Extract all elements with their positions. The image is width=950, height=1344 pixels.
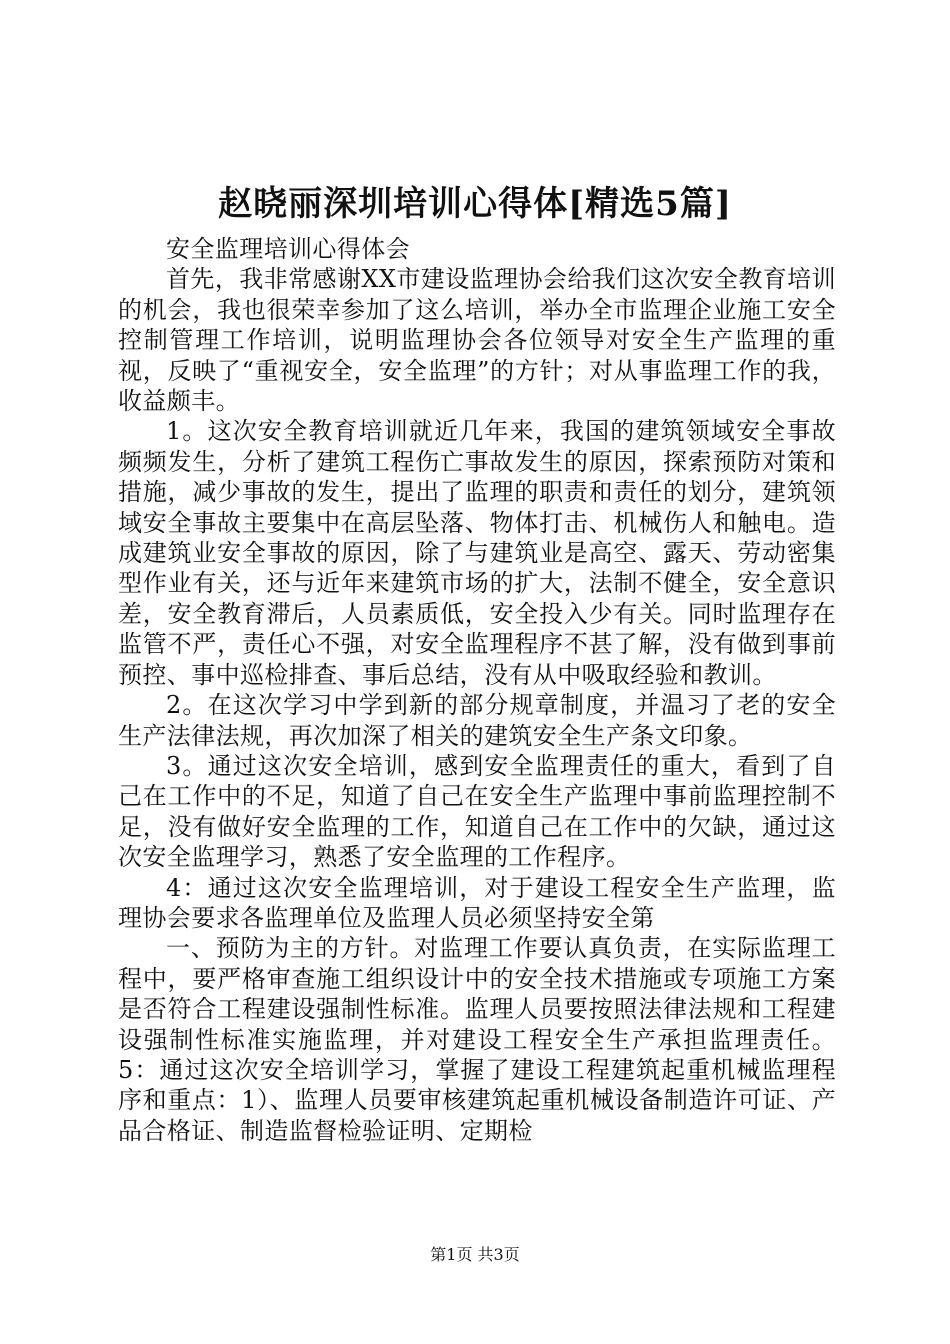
- paragraph: 首先，我非常感谢XX市建设监理协会给我们这次安全教育培训的机会，我也很荣幸参加了这么培训，举办全市监理企业施工安全控制管理工作培训，说明监理协会各位领导对安全生产监理的重视，反映了“重视安全，安全监理”的方针；对从事监理工作的我，收益颇丰。: [118, 265, 836, 416]
- document-title: 赵晓丽深圳培训心得体[精选5篇]: [218, 184, 732, 224]
- paragraph: 4：通过这次安全监理培训，对于建设工程安全生产监理，监理协会要求各监理单位及监理人员必须坚持安全第: [118, 873, 836, 932]
- paragraph: 1。这次安全教育培训就近几年来，我国的建筑领域安全事故频频发生，分析了建筑工程伤亡事故发生的原因，探索预防对策和措施，减少事故的发生，提出了监理的职责和责任的划分，建筑领域安全事故主要集中在高层坠落、物体打击、机械伤人和触电。造成建筑业安全事故的原因，除了与建筑业是高空、露天、劳动密集型作业有关，还与近年来建筑市场的扩大，法制不健全，安全意识差，安全教育滞后，人员素质低，安全投入少有关。同时监理存在监管不严，责任心不强，对安全监理程序不甚了解，没有做到事前预控、事中巡检排查、事后总结，没有从中吸取经验和教训。: [118, 417, 836, 689]
- paragraph: 2。在这次学习中学到新的部分规章制度，并温习了老的安全生产法律法规，再次加深了相关的建筑安全生产条文印象。: [118, 691, 836, 750]
- document-body: [118, 234, 836, 1146]
- paragraph: 3。通过这次安全培训，感到安全监理责任的重大，看到了自己在工作中的不足，知道了自己在安全生产监理中事前监理控制不足，没有做好安全监理的工作，知道自己在工作中的欠缺，通过这次安全监理学习，熟悉了安全监理的工作程序。: [118, 751, 836, 872]
- page-number-footer: 第1页 共3页: [430, 1245, 520, 1264]
- paragraph: 一、预防为主的方针。对监理工作要认真负责，在实际监理工程中，要严格审查施工组织设计中的安全技术措施或专项施工方案是否符合工程建设强制性标准。监理人员要按照法律法规和工程建设强制性标准实施监理，并对建设工程安全生产承担监理责任。5：通过这次安全培训学习，掌握了建设工程建筑起重机械监理程序和重点：1）、监理人员要审核建筑起重机械设备制造许可证、产品合格证、制造监督检验证明、定期检: [118, 934, 836, 1145]
- paragraph-heading: 安全监理培训心得体会: [166, 235, 410, 263]
